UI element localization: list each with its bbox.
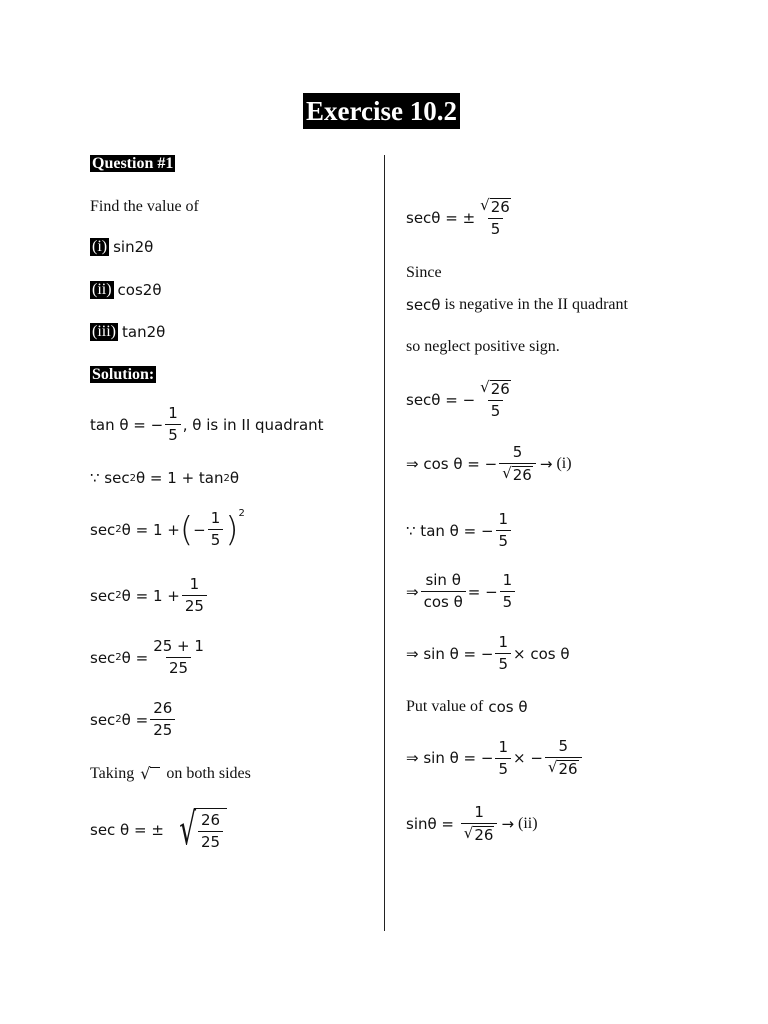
eq-sec-pm bbox=[406, 198, 516, 239]
negative-statement bbox=[406, 296, 628, 314]
page-title: Exercise 10.2 bbox=[303, 93, 460, 129]
eq-text: sec bbox=[90, 586, 116, 605]
exponent: 2 bbox=[115, 590, 122, 602]
eq-tan-recall bbox=[406, 511, 513, 551]
since-text: Since bbox=[406, 264, 442, 281]
eq-text: sinθ = bbox=[406, 815, 459, 834]
fraction bbox=[150, 638, 207, 678]
denominator: 5 bbox=[496, 530, 512, 550]
eq-text: θ = 1 + tan bbox=[135, 469, 224, 487]
numerator: 5 bbox=[558, 737, 568, 755]
numerator: 26 bbox=[153, 699, 173, 717]
eq-text: is negative in the II quadrant bbox=[440, 296, 628, 313]
denominator: 5 bbox=[488, 400, 504, 420]
fraction bbox=[545, 738, 582, 779]
eq-text: on both sides bbox=[166, 764, 251, 782]
eq-text: Put value of bbox=[406, 698, 484, 715]
exponent: 2 bbox=[223, 472, 230, 484]
eq-step-sum bbox=[90, 638, 209, 678]
put-value-text bbox=[406, 698, 528, 716]
eq-identity bbox=[90, 469, 239, 487]
numerator: sin θ bbox=[425, 571, 461, 589]
denominator: 5 bbox=[208, 529, 224, 549]
solution-heading bbox=[90, 366, 156, 384]
left-paren: ( bbox=[179, 509, 194, 550]
exponent: 2 bbox=[115, 652, 122, 664]
radicand: 26 bbox=[512, 466, 532, 485]
part-ii-label: (ii) bbox=[92, 281, 112, 298]
eq-text: Taking bbox=[90, 764, 135, 782]
denominator: 5 bbox=[500, 591, 516, 611]
sqrt-symbol-icon: √ bbox=[480, 196, 490, 214]
radicand: 26 bbox=[490, 198, 510, 216]
neglect-text: so neglect positive sign. bbox=[406, 338, 560, 355]
numerator: 1 bbox=[210, 509, 221, 527]
eq-sin-result bbox=[406, 804, 538, 845]
exponent: 2 bbox=[238, 508, 245, 519]
part-ii-expr: cos2θ bbox=[117, 281, 162, 299]
equation-tag: (ii) bbox=[518, 815, 538, 833]
sqrt-symbol-icon: √ bbox=[547, 758, 558, 777]
eq-text: θ bbox=[229, 469, 240, 487]
denominator: 5 bbox=[165, 424, 181, 444]
eq-tan-given bbox=[90, 405, 324, 445]
numerator: 1 bbox=[498, 510, 509, 528]
eq-sin-times-cos bbox=[406, 634, 570, 674]
numerator: 1 bbox=[498, 633, 508, 651]
eq-text: sec bbox=[90, 710, 116, 729]
fraction bbox=[461, 804, 498, 845]
eq-text: ∵ sec bbox=[90, 469, 130, 487]
question-label: Question #1 bbox=[92, 155, 174, 172]
exponent: 2 bbox=[129, 472, 136, 484]
eq-text: θ = 1 + bbox=[121, 586, 180, 605]
eq-text: θ = bbox=[121, 710, 149, 729]
numerator: 1 bbox=[168, 404, 178, 422]
radicand: 26 bbox=[474, 826, 494, 845]
eq-text: tan θ = − bbox=[90, 415, 164, 434]
eq-sin-over-cos bbox=[406, 572, 517, 612]
numerator: 1 bbox=[498, 737, 508, 756]
part-i-expr: sin2θ bbox=[113, 238, 154, 256]
sqrt-symbol-icon: √ $\frac{26}{25}$ bbox=[168, 808, 227, 852]
fraction bbox=[198, 812, 223, 852]
fraction bbox=[150, 700, 175, 740]
eq-text: secθ = − bbox=[406, 391, 476, 410]
eq-step-1-25 bbox=[90, 576, 209, 616]
denominator: 25 bbox=[198, 831, 223, 851]
part-iii-label: (iii) bbox=[92, 323, 116, 340]
column-divider bbox=[384, 155, 385, 931]
eq-sec-root bbox=[90, 804, 227, 855]
arrow-icon: → bbox=[501, 815, 515, 834]
question-heading bbox=[90, 155, 175, 173]
denominator bbox=[499, 463, 536, 484]
part-i bbox=[90, 238, 153, 256]
right-paren: ) bbox=[225, 509, 239, 550]
fraction bbox=[499, 444, 536, 485]
numerator: 1 bbox=[189, 575, 200, 593]
fraction bbox=[165, 405, 181, 445]
denominator bbox=[545, 757, 582, 778]
fraction bbox=[477, 198, 514, 239]
eq-text: = − bbox=[467, 582, 498, 601]
eq-step-26-25 bbox=[90, 700, 177, 740]
part-iii-expr: tan2θ bbox=[122, 323, 166, 341]
numerator: 25 + 1 bbox=[153, 637, 204, 655]
denominator bbox=[461, 823, 498, 844]
part-i-label: (i) bbox=[92, 238, 108, 255]
numerator: 5 bbox=[512, 443, 523, 461]
eq-text: ∵ tan θ = − bbox=[406, 521, 494, 540]
radicand: 26 bbox=[558, 760, 578, 779]
minus-sign: − bbox=[193, 520, 206, 539]
exponent: 2 bbox=[115, 714, 122, 726]
sqrt-symbol-icon: √ bbox=[480, 378, 490, 396]
eq-text: × − bbox=[513, 749, 543, 768]
fraction bbox=[421, 572, 466, 612]
eq-cos bbox=[406, 444, 572, 485]
eq-text: secθ = ± bbox=[406, 209, 476, 228]
exponent: 2 bbox=[115, 524, 122, 536]
eq-text: θ = 1 + bbox=[121, 520, 180, 539]
eq-text: secθ bbox=[406, 296, 441, 314]
eq-text: ⇒ bbox=[406, 582, 419, 601]
numerator: 26 bbox=[200, 810, 221, 829]
eq-text: , θ is in II quadrant bbox=[182, 415, 324, 434]
sqrt-symbol-icon: √ bbox=[140, 764, 160, 783]
sqrt-symbol-icon: √ bbox=[463, 824, 474, 843]
fraction bbox=[182, 576, 207, 616]
sqrt-symbol-icon: √ bbox=[502, 464, 512, 483]
denominator: 5 bbox=[495, 758, 511, 778]
numerator bbox=[477, 380, 514, 400]
eq-text: sec bbox=[90, 520, 116, 539]
radicand: 26 bbox=[490, 380, 510, 398]
part-iii bbox=[90, 323, 165, 341]
eq-text: cos θ bbox=[488, 698, 528, 716]
eq-text: sec θ = ± bbox=[90, 821, 164, 839]
denominator: 25 bbox=[150, 719, 175, 739]
fraction bbox=[495, 634, 511, 674]
denominator: 5 bbox=[495, 653, 511, 673]
arrow-icon: → bbox=[539, 455, 553, 474]
equation-tag: (i) bbox=[556, 455, 572, 473]
denominator: cos θ bbox=[421, 591, 466, 611]
eq-sec-neg bbox=[406, 380, 516, 421]
fraction bbox=[495, 739, 511, 779]
denominator: 25 bbox=[166, 657, 191, 677]
eq-text: θ = bbox=[121, 648, 149, 667]
eq-substitute bbox=[90, 510, 245, 550]
denominator: 25 bbox=[182, 595, 207, 615]
numerator bbox=[477, 198, 514, 218]
eq-text: ⇒ sin θ = − bbox=[406, 749, 494, 768]
eq-text: ⇒ sin θ = − bbox=[406, 644, 494, 663]
taking-root-text bbox=[90, 764, 251, 783]
fraction bbox=[208, 510, 224, 550]
eq-text: ⇒ cos θ = − bbox=[406, 455, 498, 474]
denominator: 5 bbox=[488, 218, 504, 238]
part-ii bbox=[90, 281, 162, 299]
fraction bbox=[500, 572, 516, 612]
eq-text: × cos θ bbox=[513, 644, 570, 663]
solution-label: Solution: bbox=[92, 366, 155, 383]
numerator: 1 bbox=[502, 571, 513, 589]
fraction bbox=[496, 511, 512, 551]
eq-text: sec bbox=[90, 648, 116, 667]
question-prompt: Find the value of bbox=[90, 198, 199, 215]
eq-sin-substituted bbox=[406, 738, 584, 779]
fraction bbox=[477, 380, 514, 421]
numerator: 1 bbox=[474, 803, 484, 821]
